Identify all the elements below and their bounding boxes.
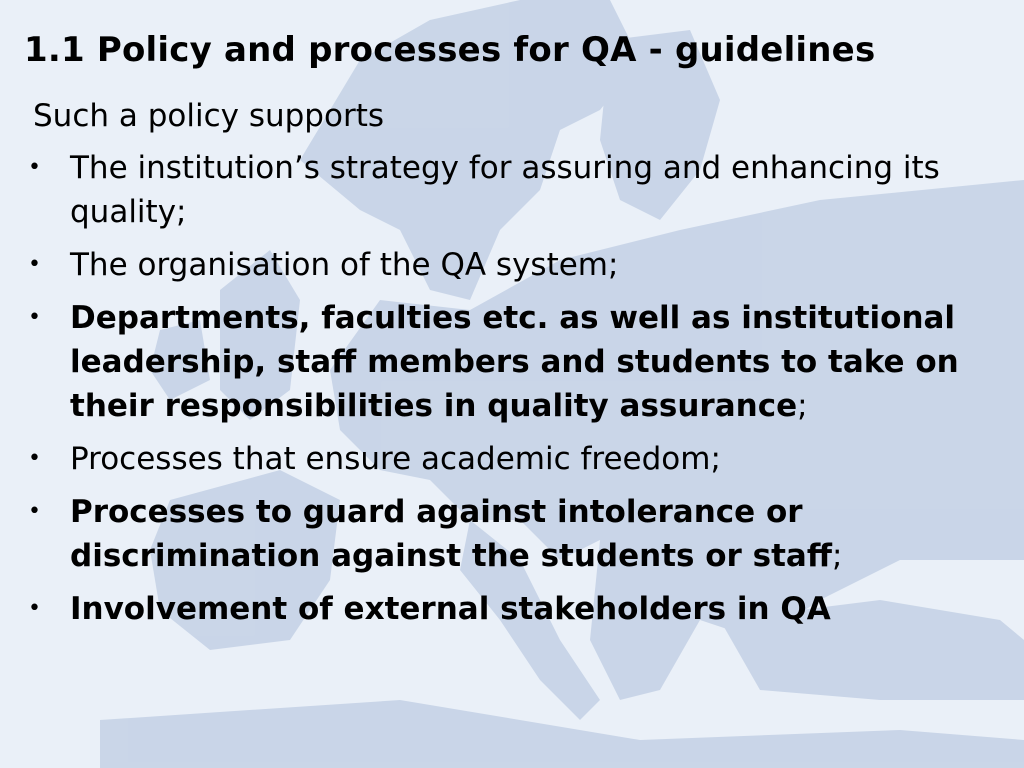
bullet-item: [26, 587, 1006, 631]
bullet-dot-icon: •: [28, 155, 41, 180]
bullet-item: [26, 490, 1006, 578]
bullet-bold-text: Departments, faculties etc. as well as institutional leadership, staff members and students to take on their responsibilities in quality assurance: [70, 300, 959, 424]
bullet-bold-text: Processes to guard against intolerance or discrimination against the students or staff: [70, 494, 832, 574]
bullet-dot-icon: •: [28, 305, 41, 330]
slide-title: 1.1 Policy and processes for QA - guidelines: [24, 30, 876, 70]
bullet-text: ;: [831, 538, 843, 574]
bullet-list: [26, 146, 1006, 640]
bullet-text: The organisation of the QA system;: [70, 247, 619, 283]
bullet-bold-text: Involvement of external stakeholders in QA: [70, 591, 831, 627]
bullet-item: [26, 243, 1006, 287]
bullet-item: [26, 437, 1006, 481]
bullet-dot-icon: •: [28, 252, 41, 277]
bullet-text: ;: [797, 388, 808, 424]
bullet-item: [26, 296, 1006, 428]
bullet-item: [26, 146, 1006, 234]
bullet-text: The institution’s strategy for assuring and enhancing its quality;: [70, 150, 940, 230]
bullet-dot-icon: •: [28, 499, 41, 524]
bullet-text: Processes that ensure academic freedom;: [70, 441, 721, 477]
bullet-dot-icon: •: [28, 446, 41, 471]
bullet-dot-icon: •: [28, 596, 41, 621]
slide-lead-text: Such a policy supports: [33, 98, 385, 134]
